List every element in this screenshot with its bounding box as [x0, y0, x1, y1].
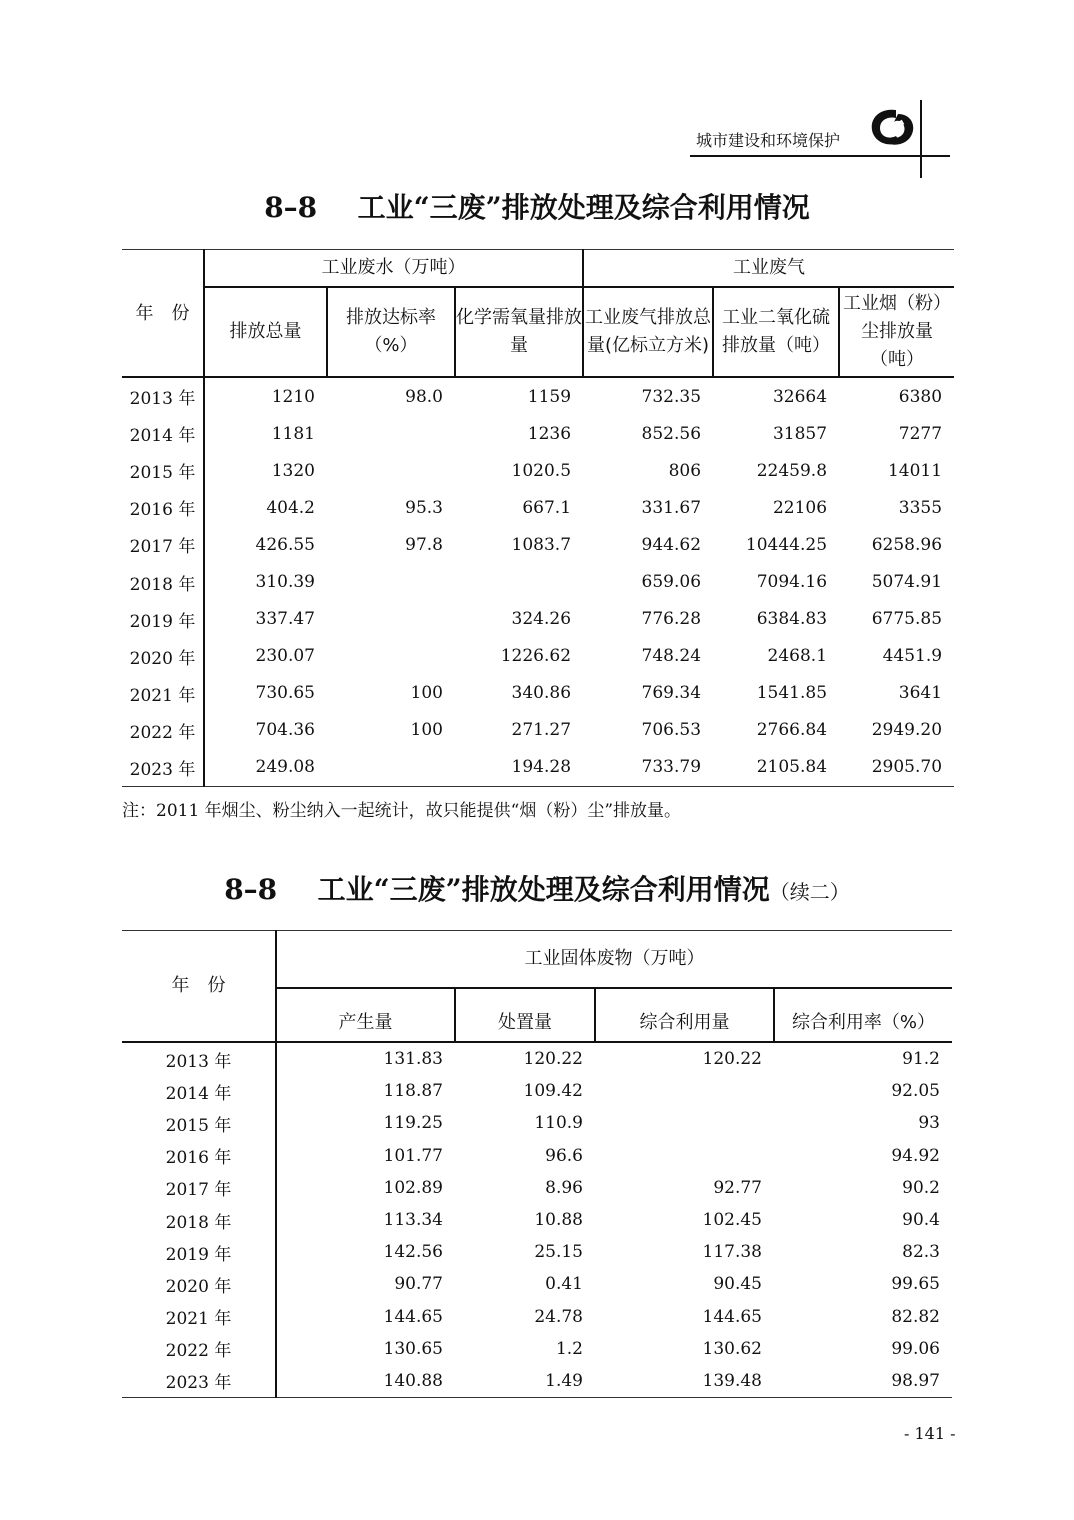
value-cell: 6775.85 [871, 609, 943, 630]
table-row [122, 563, 954, 600]
value-cell: 1210 [271, 386, 315, 407]
value-cell: 22106 [772, 497, 828, 518]
value-cell [327, 749, 455, 787]
value-cell: 769.34 [641, 683, 702, 704]
value-cell: 113.34 [383, 1210, 443, 1231]
year-cell: 2015 年 [122, 452, 204, 489]
year-cell: 2020 年 [122, 638, 204, 675]
value-cell: 97.8 [405, 534, 443, 555]
value-cell: 102.89 [383, 1177, 443, 1198]
table-row [122, 489, 954, 526]
running-header [0, 0, 1074, 180]
value-cell: 404.2 [266, 497, 315, 518]
value-cell: 2766.84 [756, 720, 828, 741]
value-cell: 1083.7 [511, 534, 572, 555]
yearbook-logo-icon [866, 104, 918, 150]
value-cell [327, 563, 455, 600]
col-header: 化学需氧量排放量 [455, 287, 583, 377]
value-cell: 32664 [772, 386, 828, 407]
value-cell: 331.67 [641, 497, 702, 518]
value-cell: 24.78 [534, 1306, 583, 1327]
value-cell: 776.28 [641, 609, 702, 630]
value-cell: 92.77 [713, 1177, 762, 1198]
value-cell: 733.79 [583, 749, 713, 787]
value-cell: 337.47 [255, 609, 315, 630]
table2-number: 8–8 [224, 873, 278, 906]
value-cell: 100 [410, 720, 443, 741]
section-label: 城市建设和环境保护 [696, 131, 841, 150]
value-cell: 659.06 [641, 572, 702, 593]
year-cell: 2022 年 [122, 712, 204, 749]
page-number: - 141 - [904, 1424, 956, 1443]
value-cell: 99.65 [891, 1274, 940, 1295]
value-cell: 10444.25 [745, 534, 828, 555]
value-cell: 99.06 [891, 1338, 940, 1359]
col-header: 工业烟（粉）尘排放量（吨） [839, 287, 954, 377]
year-cell: 2016 年 [122, 1140, 276, 1172]
table1-title [0, 186, 1074, 226]
value-cell [327, 638, 455, 675]
value-cell: 748.24 [641, 646, 702, 667]
table2-title-text: 工业“三废”排放处理及综合利用情况 [317, 873, 770, 906]
value-cell: 194.28 [455, 749, 583, 787]
table-row [122, 377, 954, 415]
value-cell: 0.41 [545, 1274, 583, 1295]
year-cell: 2021 年 [122, 1301, 276, 1333]
col-header: 综合利用量 [595, 988, 774, 1042]
value-cell: 118.87 [383, 1081, 443, 1102]
table-row [122, 1204, 952, 1236]
year-cell: 2018 年 [122, 563, 204, 600]
year-header: 年 份 [122, 931, 276, 1043]
year-cell: 2013 年 [122, 377, 204, 415]
value-cell: 98.97 [774, 1365, 952, 1398]
table1-note: 注：2011 年烟尘、粉尘纳入一起统计，故只能提供“烟（粉）尘”排放量。 [122, 801, 682, 821]
value-cell: 667.1 [522, 497, 572, 518]
value-cell: 1.2 [555, 1338, 583, 1359]
value-cell: 142.56 [383, 1242, 443, 1263]
value-cell: 139.48 [595, 1365, 774, 1398]
value-cell: 852.56 [641, 423, 702, 444]
col-header: 综合利用率（%） [774, 988, 952, 1042]
value-cell: 732.35 [641, 386, 702, 407]
value-cell: 8.96 [545, 1177, 583, 1198]
value-cell: 119.25 [383, 1113, 443, 1134]
year-cell: 2023 年 [122, 1365, 276, 1398]
value-cell: 1181 [271, 423, 315, 444]
table-row [122, 1042, 952, 1075]
header-vertical-rule [920, 100, 922, 178]
table-row [122, 1107, 952, 1139]
value-cell: 5074.91 [871, 572, 943, 593]
year-cell: 2017 年 [122, 526, 204, 563]
emissions-table [122, 249, 954, 787]
value-cell: 92.05 [891, 1081, 940, 1102]
value-cell: 120.22 [523, 1049, 583, 1070]
value-cell: 944.62 [641, 534, 702, 555]
value-cell: 2105.84 [713, 749, 839, 787]
value-cell: 7094.16 [756, 572, 828, 593]
value-cell: 230.07 [255, 646, 315, 667]
year-cell: 2021 年 [122, 675, 204, 712]
value-cell: 140.88 [276, 1365, 455, 1398]
table-row [122, 526, 954, 563]
value-cell: 6258.96 [871, 534, 943, 555]
value-cell: 7277 [898, 423, 943, 444]
value-cell: 426.55 [255, 534, 315, 555]
table-row [122, 415, 954, 452]
value-cell: 100 [410, 683, 443, 704]
value-cell: 6380 [898, 386, 943, 407]
value-cell: 101.77 [383, 1145, 443, 1166]
table-row [122, 1140, 952, 1172]
year-cell: 2014 年 [122, 1075, 276, 1107]
value-cell: 730.65 [255, 683, 315, 704]
col-header: 排放达标率（%） [327, 287, 455, 377]
year-header: 年 份 [122, 250, 204, 378]
value-cell [455, 563, 583, 600]
value-cell: 102.45 [702, 1210, 762, 1231]
value-cell: 144.65 [702, 1306, 762, 1327]
col-header: 产生量 [276, 988, 455, 1042]
value-cell: 10.88 [534, 1210, 583, 1231]
value-cell: 96.6 [545, 1145, 583, 1166]
table-row [122, 452, 954, 489]
value-cell: 2949.20 [871, 720, 943, 741]
group-header-solidwaste: 工业固体废物（万吨） [276, 931, 952, 989]
value-cell: 109.42 [523, 1081, 583, 1102]
table-row [122, 638, 954, 675]
value-cell: 95.3 [405, 497, 443, 518]
value-cell: 6384.83 [756, 609, 828, 630]
year-cell: 2019 年 [122, 1236, 276, 1268]
table-row [122, 749, 954, 787]
value-cell: 340.86 [511, 683, 572, 704]
table1-number: 8–8 [264, 191, 318, 224]
year-cell: 2020 年 [122, 1268, 276, 1300]
value-cell: 310.39 [255, 572, 315, 593]
value-cell: 14011 [887, 460, 943, 481]
value-cell: 1159 [527, 386, 572, 407]
value-cell [595, 1107, 774, 1139]
value-cell: 806 [668, 460, 702, 481]
year-cell: 2022 年 [122, 1333, 276, 1365]
table2-continued: （续二） [769, 880, 850, 904]
value-cell: 90.4 [902, 1210, 940, 1231]
table-row [122, 1301, 952, 1333]
value-cell: 324.26 [511, 609, 572, 630]
value-cell: 2905.70 [839, 749, 954, 787]
value-cell: 706.53 [641, 720, 702, 741]
value-cell: 2468.1 [767, 646, 828, 667]
year-cell: 2018 年 [122, 1204, 276, 1236]
value-cell [327, 415, 455, 452]
value-cell: 94.92 [891, 1145, 940, 1166]
table-row [122, 712, 954, 749]
value-cell: 22459.8 [756, 460, 828, 481]
value-cell: 1020.5 [511, 460, 572, 481]
table-row [122, 675, 954, 712]
value-cell: 249.08 [204, 749, 327, 787]
value-cell [595, 1075, 774, 1107]
year-cell: 2014 年 [122, 415, 204, 452]
value-cell [595, 1140, 774, 1172]
table-row [122, 1333, 952, 1365]
table1-title-text: 工业“三废”排放处理及综合利用情况 [357, 191, 810, 224]
value-cell: 31857 [772, 423, 828, 444]
value-cell: 93 [918, 1113, 940, 1134]
value-cell: 144.65 [383, 1306, 443, 1327]
value-cell: 130.62 [702, 1338, 762, 1359]
year-cell: 2013 年 [122, 1042, 276, 1075]
group-header-wastegas: 工业废气 [583, 250, 954, 288]
table-row [122, 601, 954, 638]
table-row [122, 1365, 952, 1398]
value-cell: 82.82 [891, 1306, 940, 1327]
col-header: 处置量 [455, 988, 595, 1042]
col-header: 工业二氧化硫排放量（吨） [713, 287, 839, 377]
table-row [122, 1172, 952, 1204]
value-cell: 110.9 [534, 1113, 583, 1134]
value-cell: 117.38 [702, 1242, 762, 1263]
table-row [122, 1268, 952, 1300]
year-cell: 2019 年 [122, 601, 204, 638]
value-cell: 3355 [898, 497, 943, 518]
group-header-wastewater: 工业废水（万吨） [204, 250, 583, 288]
value-cell: 704.36 [255, 720, 315, 741]
value-cell: 1.49 [455, 1365, 595, 1398]
value-cell: 1320 [271, 460, 315, 481]
value-cell: 1236 [527, 423, 572, 444]
value-cell: 131.83 [383, 1049, 443, 1070]
table-row [122, 1236, 952, 1268]
header-rule [690, 155, 950, 157]
table2-title [0, 868, 1074, 908]
value-cell: 1226.62 [500, 646, 572, 667]
value-cell [327, 601, 455, 638]
value-cell: 3641 [898, 683, 943, 704]
value-cell: 90.2 [902, 1177, 940, 1198]
year-cell: 2016 年 [122, 489, 204, 526]
value-cell: 120.22 [702, 1049, 762, 1070]
value-cell: 130.65 [383, 1338, 443, 1359]
value-cell [327, 452, 455, 489]
value-cell: 1541.85 [756, 683, 828, 704]
year-cell: 2023 年 [122, 749, 204, 787]
col-header: 排放总量 [204, 287, 327, 377]
value-cell: 4451.9 [882, 646, 943, 667]
value-cell: 90.77 [394, 1274, 443, 1295]
value-cell: 271.27 [511, 720, 572, 741]
value-cell: 82.3 [902, 1242, 940, 1263]
value-cell: 90.45 [713, 1274, 762, 1295]
year-cell: 2015 年 [122, 1107, 276, 1139]
value-cell: 91.2 [902, 1049, 940, 1070]
value-cell: 98.0 [405, 386, 443, 407]
table-row [122, 1075, 952, 1107]
value-cell: 25.15 [534, 1242, 583, 1263]
solid-waste-table [122, 930, 952, 1398]
col-header: 工业废气排放总量(亿标立方米) [583, 287, 713, 377]
year-cell: 2017 年 [122, 1172, 276, 1204]
